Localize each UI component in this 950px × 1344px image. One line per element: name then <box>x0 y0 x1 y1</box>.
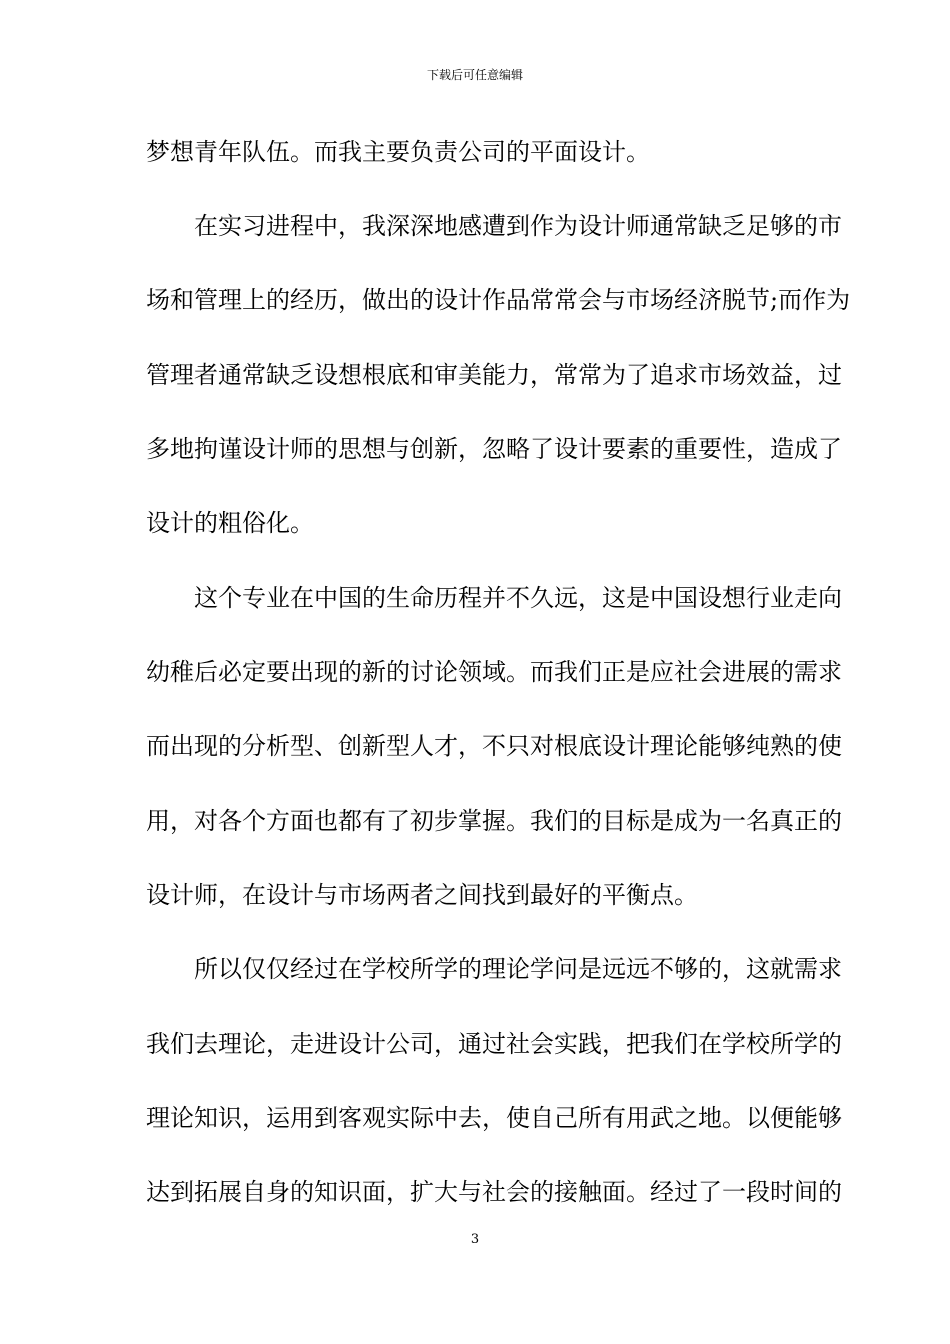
text-line: 这个专业在中国的生命历程并不久远，这是中国设想行业走向 <box>194 584 842 612</box>
text-line: 设计的粗俗化。 <box>146 509 314 537</box>
text-line: 设计师，在设计与市场两者之间找到最好的平衡点。 <box>146 881 698 909</box>
text-line: 幼稚后必定要出现的新的讨论领域。而我们正是应社会进展的需求 <box>146 658 842 686</box>
text-line: 场和管理上的经历，做出的设计作品常常会与市场经济脱节;而作为 <box>146 286 851 314</box>
text-line: 而出现的分析型、创新型人才，不只对根底设计理论能够纯熟的使 <box>146 732 842 760</box>
text-line: 达到拓展自身的知识面，扩大与社会的接触面。经过了一段时间的 <box>146 1178 842 1206</box>
text-line: 梦想青年队伍。而我主要负责公司的平面设计。 <box>146 138 650 166</box>
text-line: 理论知识，运用到客观实际中去，使自己所有用武之地。以便能够 <box>146 1104 842 1132</box>
text-line: 我们去理论，走进设计公司，通过社会实践，把我们在学校所学的 <box>146 1030 842 1058</box>
text-line: 所以仅仅经过在学校所学的理论学问是远远不够的，这就需求 <box>194 955 842 983</box>
page-header: 下载后可任意编辑 <box>426 68 523 82</box>
text-line: 多地拘谨设计师的思想与创新，忽略了设计要素的重要性，造成了 <box>146 435 842 463</box>
text-line: 用，对各个方面也都有了初步掌握。我们的目标是成为一名真正的 <box>146 807 842 835</box>
text-line: 在实习进程中，我深深地感遭到作为设计师通常缺乏足够的市 <box>194 212 842 240</box>
text-line: 管理者通常缺乏设想根底和审美能力，常常为了追求市场效益，过 <box>146 361 842 389</box>
page-number: 3 <box>470 1232 480 1247</box>
